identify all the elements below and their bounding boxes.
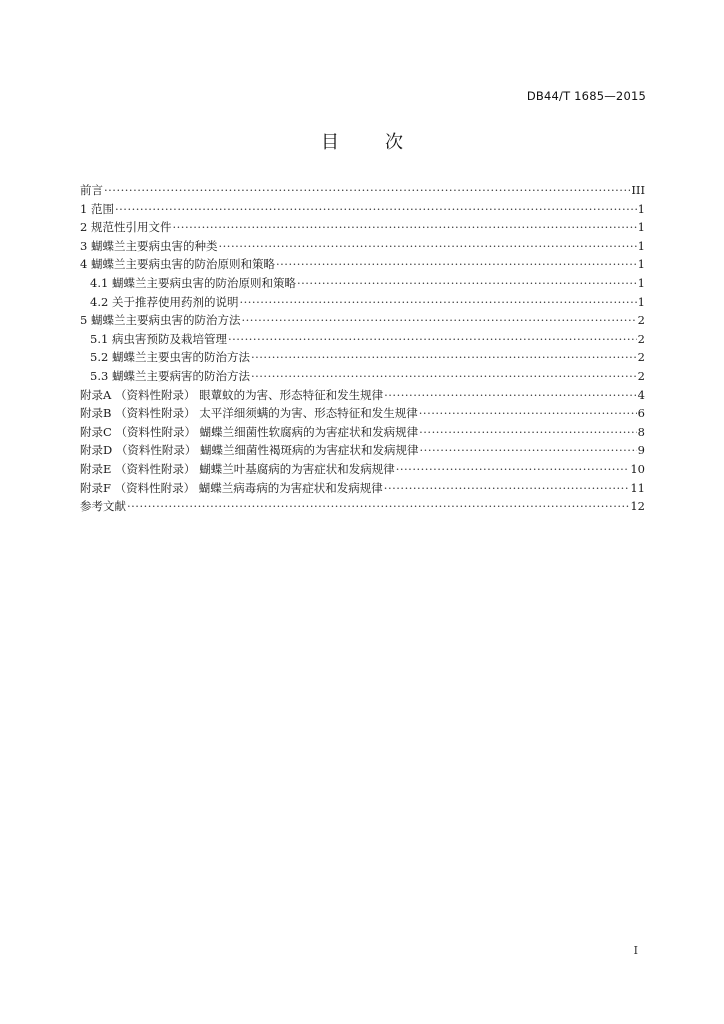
toc-leader-dots bbox=[276, 255, 637, 274]
toc-leader-dots bbox=[384, 479, 630, 498]
title-char-2: 次 bbox=[385, 132, 403, 153]
toc-entry-page: 1 bbox=[637, 220, 645, 235]
toc-entry[interactable] bbox=[80, 311, 645, 330]
toc-entry-label: 5.1 病虫害预防及栽培管理 bbox=[90, 331, 227, 346]
toc-entry-page: 4 bbox=[637, 387, 645, 402]
toc-entry-label: 1 范围 bbox=[80, 201, 114, 216]
toc-entry[interactable] bbox=[80, 348, 645, 367]
toc-leader-dots bbox=[218, 237, 636, 256]
toc-entry-page: 9 bbox=[637, 443, 645, 458]
toc-entry-page: III bbox=[631, 183, 645, 197]
toc-leader-dots bbox=[419, 423, 637, 442]
toc-leader-dots bbox=[115, 200, 637, 219]
toc-entry-label: 5.3 蝴蝶兰主要病害的防治方法 bbox=[90, 368, 250, 383]
toc-entry-label: 3 蝴蝶兰主要病虫害的种类 bbox=[80, 238, 218, 253]
toc-entry-label: 附录D （资料性附录） 蝴蝶兰细菌性褐斑病的为害症状和发病规律 bbox=[80, 443, 419, 458]
toc-entry-label: 参考文献 bbox=[80, 499, 126, 514]
toc-leader-dots bbox=[104, 181, 630, 200]
toc-entry-label: 4 蝴蝶兰主要病虫害的防治原则和策略 bbox=[80, 257, 275, 272]
toc-entry[interactable] bbox=[80, 423, 645, 442]
page-title bbox=[0, 128, 724, 154]
toc-entry-label: 附录C （资料性附录） 蝴蝶兰细菌性软腐病的为害症状和发病规律 bbox=[80, 424, 419, 439]
toc-entry-page: 1 bbox=[637, 238, 645, 253]
toc-entry-page: 1 bbox=[637, 275, 645, 290]
toc-leader-dots bbox=[251, 367, 637, 386]
toc-entry-label: 附录E （资料性附录） 蝴蝶兰叶基腐病的为害症状和发病规律 bbox=[80, 461, 395, 476]
toc-entry[interactable] bbox=[80, 386, 645, 405]
toc-entry-label: 附录A （资料性附录） 眼蕈蚊的为害、形态特征和发生规律 bbox=[80, 387, 384, 402]
toc-leader-dots bbox=[419, 404, 637, 423]
toc-entry-label: 5.2 蝴蝶兰主要虫害的防治方法 bbox=[90, 350, 250, 365]
toc-entry-page: 2 bbox=[637, 313, 645, 328]
toc-entry[interactable] bbox=[80, 218, 645, 237]
toc-entry[interactable] bbox=[80, 255, 645, 274]
toc-leader-dots bbox=[297, 274, 637, 293]
toc-entry-label: 5 蝴蝶兰主要病虫害的防治方法 bbox=[80, 313, 241, 328]
toc-entry-page: 8 bbox=[637, 424, 645, 439]
toc-entry[interactable] bbox=[80, 293, 645, 312]
toc-entry-label: 附录B （资料性附录） 太平洋细须螨的为害、形态特征和发生规律 bbox=[80, 406, 418, 421]
toc-entry[interactable] bbox=[80, 479, 645, 498]
toc-entry[interactable] bbox=[80, 274, 645, 293]
title-char-1: 目 bbox=[321, 132, 339, 153]
toc-entry-page: 1 bbox=[637, 201, 645, 216]
toc-entry-page: 1 bbox=[637, 257, 645, 272]
toc-entry-label: 附录F （资料性附录） 蝴蝶兰病毒病的为害症状和发病规律 bbox=[80, 480, 383, 495]
toc-leader-dots bbox=[420, 441, 637, 460]
toc-entry-page: 11 bbox=[630, 480, 645, 495]
toc-entry[interactable] bbox=[80, 367, 645, 386]
toc-leader-dots bbox=[241, 311, 636, 330]
toc-leader-dots bbox=[172, 218, 636, 237]
toc-leader-dots bbox=[384, 386, 637, 405]
toc-entry-label: 4.2 关于推荐使用药剂的说明 bbox=[90, 294, 239, 309]
toc-entry-page: 10 bbox=[630, 461, 645, 476]
toc-entry[interactable] bbox=[80, 404, 645, 423]
document-code: DB44/T 1685—2015 bbox=[526, 89, 646, 103]
toc-entry-page: 6 bbox=[637, 406, 645, 421]
toc-leader-dots bbox=[127, 497, 629, 516]
toc-entry[interactable] bbox=[80, 200, 645, 219]
toc-leader-dots bbox=[228, 330, 637, 349]
toc-entry[interactable] bbox=[80, 497, 645, 516]
toc-entry-label: 4.1 蝴蝶兰主要病虫害的防治原则和策略 bbox=[90, 275, 296, 290]
toc-leader-dots bbox=[251, 348, 637, 367]
toc-entry[interactable] bbox=[80, 441, 645, 460]
toc-entry-page: 2 bbox=[637, 368, 645, 383]
table-of-contents bbox=[80, 181, 645, 516]
toc-entry[interactable] bbox=[80, 181, 645, 200]
toc-entry[interactable] bbox=[80, 460, 645, 479]
toc-entry-page: 2 bbox=[637, 331, 645, 346]
toc-entry-label: 前言 bbox=[80, 183, 103, 197]
toc-entry-page: 2 bbox=[637, 350, 645, 365]
toc-leader-dots bbox=[239, 293, 636, 312]
toc-entry-page: 1 bbox=[637, 294, 645, 309]
toc-entry-label: 2 规范性引用文件 bbox=[80, 220, 172, 235]
toc-entry[interactable] bbox=[80, 237, 645, 256]
page-number: I bbox=[633, 944, 638, 957]
toc-entry-page: 12 bbox=[630, 499, 645, 514]
toc-entry[interactable] bbox=[80, 330, 645, 349]
toc-leader-dots bbox=[396, 460, 630, 479]
